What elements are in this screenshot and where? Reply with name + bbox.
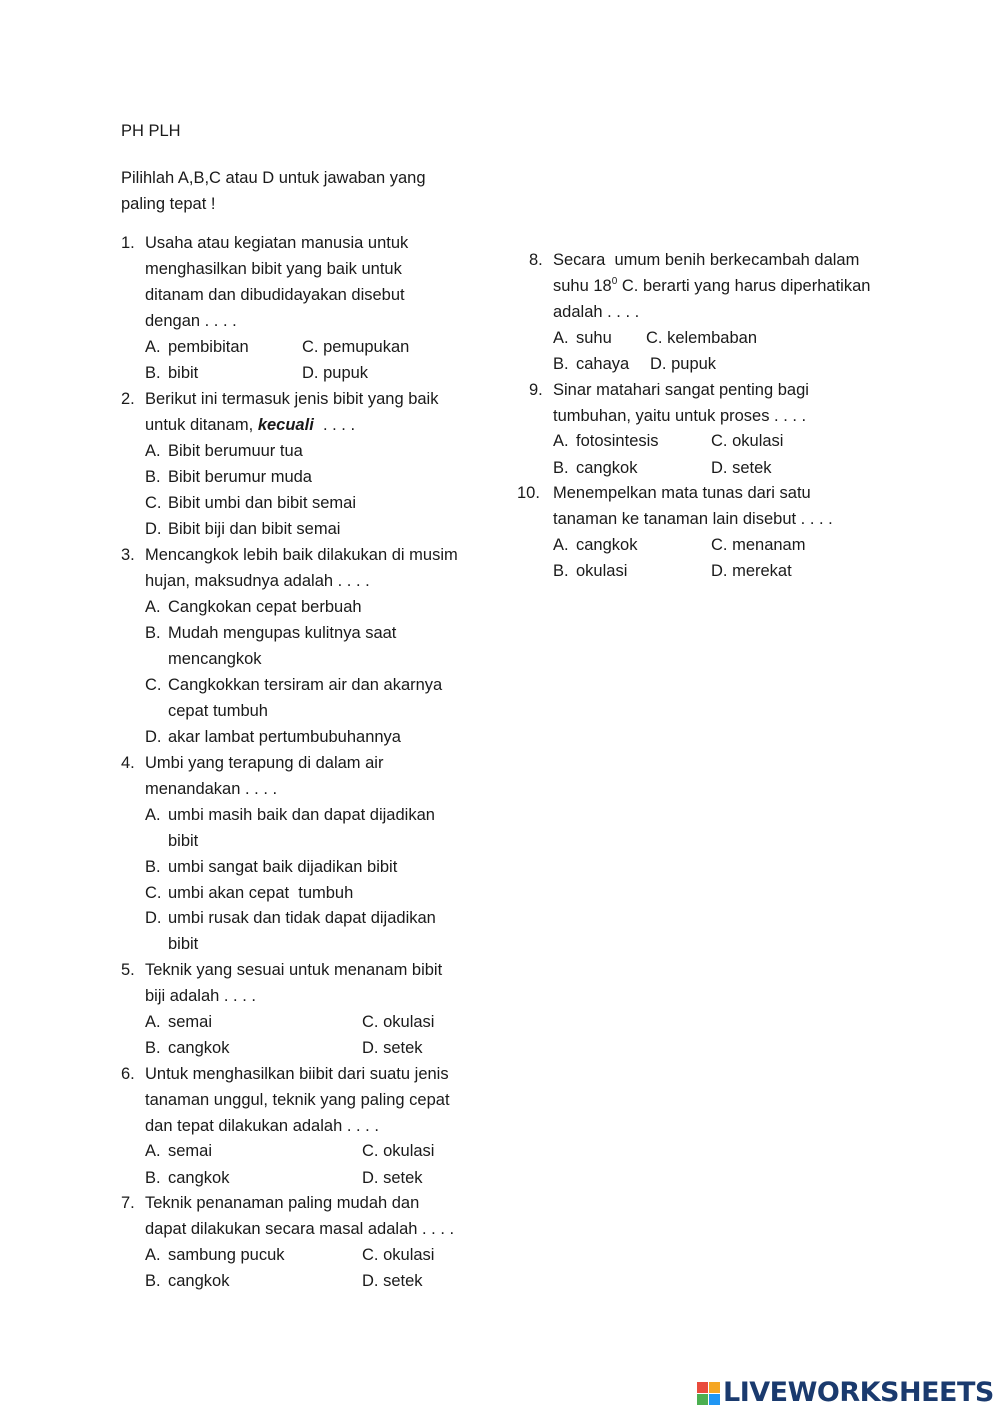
question-text [145, 415, 355, 435]
option-letter: A. [145, 1142, 161, 1160]
option-text: Bibit berumur muda [168, 468, 312, 486]
option-letter: B. [553, 459, 569, 477]
option-text: cangkok [576, 459, 638, 477]
option-letter: D. [362, 1272, 379, 1290]
option-d[interactable] [302, 363, 368, 383]
question-number: 10. [517, 484, 540, 502]
option-text: Mudah mengupas kulitnya saat [168, 624, 397, 642]
question-text: biji adalah . . . . [145, 987, 256, 1005]
logo-text: LIVEWORKSHEETS [723, 1377, 994, 1408]
option-letter: A. [145, 598, 161, 616]
logo-mark-icon [697, 1382, 720, 1405]
option-text: cangkok [576, 536, 638, 554]
question-text-part: suhu 18 [553, 277, 612, 295]
option-c[interactable] [711, 535, 805, 555]
option-letter: C. [145, 494, 162, 512]
question-text: ditanam dan dibudidayakan disebut [145, 286, 405, 304]
option-text: Cangkokkan tersiram air dan akarnya [168, 676, 443, 694]
option-a[interactable] [553, 328, 612, 348]
question-text: Umbi yang terapung di dalam air [145, 754, 384, 772]
option-continuation: bibit [168, 832, 199, 850]
question-text: Menempelkan mata tunas dari satu [553, 484, 811, 502]
option-text: pupuk [671, 355, 717, 373]
option-letter: B. [145, 468, 161, 486]
option-text: sambung pucuk [168, 1246, 285, 1264]
option-d[interactable] [145, 727, 401, 747]
option-letter: D. [362, 1039, 379, 1057]
option-c[interactable] [362, 1012, 434, 1032]
question-text-part: . . . . [313, 416, 356, 434]
emphasis-word: kecuali [257, 416, 314, 434]
option-letter: B. [145, 1039, 161, 1057]
option-letter: D. [711, 459, 728, 477]
option-letter: C. [711, 432, 728, 450]
option-a[interactable] [553, 431, 659, 451]
option-text: bibit [168, 364, 199, 382]
option-c[interactable] [302, 337, 409, 357]
option-text: pupuk [323, 364, 369, 382]
option-letter: C. [362, 1142, 379, 1160]
option-text: setek [383, 1169, 423, 1187]
option-text: fotosintesis [576, 432, 659, 450]
question-text-part: untuk ditanam, [145, 416, 258, 434]
option-text: akar lambat pertumbubuhannya [168, 728, 401, 746]
option-d[interactable] [362, 1168, 423, 1188]
question-text: dan tepat dilakukan adalah . . . . [145, 1117, 379, 1135]
option-text: Bibit biji dan bibit semai [168, 520, 341, 538]
liveworksheets-logo [697, 1378, 994, 1408]
option-text: umbi rusak dan tidak dapat dijadikan [168, 909, 436, 927]
option-b[interactable] [145, 857, 397, 877]
question-text: tumbuhan, yaitu untuk proses . . . . [553, 407, 807, 425]
option-a[interactable] [145, 597, 362, 617]
option-d[interactable] [650, 354, 716, 374]
question-text-part: C. berarti yang harus diperhatikan [617, 277, 871, 295]
option-a[interactable] [145, 1012, 212, 1032]
option-text: cangkok [168, 1039, 230, 1057]
logo-square [697, 1394, 708, 1405]
option-letter: B. [145, 1169, 161, 1187]
question-text: dapat dilakukan secara masal adalah . . . . [145, 1220, 455, 1238]
instruction-line: Pilihlah A,B,C atau D untuk jawaban yang [121, 169, 426, 187]
option-letter: A. [145, 442, 161, 460]
option-letter: C. [362, 1013, 379, 1031]
option-c[interactable] [711, 431, 783, 451]
option-b[interactable] [553, 458, 637, 478]
question-text: adalah . . . . [553, 303, 640, 321]
option-c[interactable] [362, 1141, 434, 1161]
option-d[interactable] [145, 519, 340, 539]
option-c[interactable] [145, 883, 353, 903]
option-letter: D. [362, 1169, 379, 1187]
question-text: Teknik penanaman paling mudah dan [145, 1194, 420, 1212]
option-d[interactable] [362, 1271, 423, 1291]
option-letter: A. [553, 432, 569, 450]
option-letter: C. [145, 676, 162, 694]
option-d[interactable] [711, 561, 792, 581]
instruction-line: paling tepat ! [121, 195, 216, 213]
option-text: okulasi [576, 562, 628, 580]
option-a[interactable] [145, 1245, 285, 1265]
question-number: 3. [121, 546, 135, 564]
option-letter: C. [646, 329, 663, 347]
option-b[interactable] [145, 467, 312, 487]
question-text: Usaha atau kegiatan manusia untuk [145, 234, 409, 252]
option-letter: B. [145, 1272, 161, 1290]
option-letter: B. [145, 364, 161, 382]
question-text: Berikut ini termasuk jenis bibit yang baik [145, 390, 439, 408]
option-d[interactable] [145, 908, 436, 928]
option-text: semai [168, 1142, 213, 1160]
option-b[interactable] [145, 1271, 229, 1291]
option-letter: C. [145, 884, 162, 902]
option-letter: B. [553, 562, 569, 580]
question-text: Sinar matahari sangat penting bagi [553, 381, 809, 399]
option-text: Bibit umbi dan bibit semai [168, 494, 357, 512]
logo-square [709, 1382, 720, 1393]
option-letter: C. [362, 1246, 379, 1264]
question-text: Teknik yang sesuai untuk menanam bibit [145, 961, 443, 979]
option-b[interactable] [145, 363, 198, 383]
instruction [121, 165, 426, 217]
option-a[interactable] [145, 337, 249, 357]
question-number: 8. [529, 251, 543, 269]
option-text: suhu [576, 329, 612, 347]
option-text: umbi akan cepat tumbuh [168, 884, 354, 902]
option-b[interactable] [145, 1038, 229, 1058]
option-text: okulasi [732, 432, 784, 450]
question-text: menandakan . . . . [145, 780, 278, 798]
option-text: pembibitan [168, 338, 249, 356]
option-continuation: bibit [168, 935, 199, 953]
option-text: umbi masih baik dan dapat dijadikan [168, 806, 435, 824]
option-letter: D. [711, 562, 728, 580]
option-text: umbi sangat baik dijadikan bibit [168, 858, 398, 876]
option-continuation: cepat tumbuh [168, 702, 268, 720]
option-c[interactable] [646, 328, 757, 348]
question-text: menghasilkan bibit yang baik untuk [145, 260, 402, 278]
option-a[interactable] [553, 535, 637, 555]
option-letter: D. [145, 909, 162, 927]
option-letter: A. [145, 1013, 161, 1031]
option-c[interactable] [145, 675, 442, 695]
question-number: 1. [121, 234, 135, 252]
question-text: Untuk menghasilkan biibit dari suatu jenis [145, 1065, 449, 1083]
option-b[interactable] [553, 354, 629, 374]
option-a[interactable] [145, 1141, 212, 1161]
option-letter: B. [553, 355, 569, 373]
option-text: merekat [732, 562, 792, 580]
option-continuation: mencangkok [168, 650, 262, 668]
option-text: cangkok [168, 1272, 230, 1290]
option-letter: D. [145, 728, 162, 746]
page-title: PH PLH [121, 122, 181, 140]
option-text: cangkok [168, 1169, 230, 1187]
question-text: Mencangkok lebih baik dilakukan di musim [145, 546, 458, 564]
option-c[interactable] [145, 493, 356, 513]
option-letter: A. [145, 1246, 161, 1264]
option-a[interactable] [145, 805, 435, 825]
option-text: setek [383, 1272, 423, 1290]
option-letter: B. [145, 624, 161, 642]
option-c[interactable] [362, 1245, 434, 1265]
option-b[interactable] [145, 1168, 229, 1188]
option-letter: A. [145, 806, 161, 824]
question-number: 4. [121, 754, 135, 772]
option-text: kelembaban [667, 329, 757, 347]
option-d[interactable] [711, 458, 772, 478]
question-text: dengan . . . . [145, 312, 237, 330]
option-text: Bibit berumuur tua [168, 442, 303, 460]
question-number: 5. [121, 961, 135, 979]
option-letter: D. [650, 355, 667, 373]
option-text: okulasi [383, 1013, 435, 1031]
option-b[interactable] [553, 561, 627, 581]
option-text: menanam [732, 536, 806, 554]
question-number: 7. [121, 1194, 135, 1212]
option-text: setek [732, 459, 772, 477]
option-text: pemupukan [323, 338, 410, 356]
question-number: 6. [121, 1065, 135, 1083]
logo-square [697, 1382, 708, 1393]
option-text: setek [383, 1039, 423, 1057]
option-letter: A. [553, 329, 569, 347]
question-number: 9. [529, 381, 543, 399]
option-letter: D. [302, 364, 319, 382]
option-letter: C. [302, 338, 319, 356]
question-text: tanaman ke tanaman lain disebut . . . . [553, 510, 833, 528]
option-text: semai [168, 1013, 213, 1031]
question-text [553, 276, 870, 296]
superscript: 0 [611, 275, 618, 287]
option-a[interactable] [145, 441, 303, 461]
question-text: Secara umum benih berkecambah dalam [553, 251, 860, 269]
option-letter: A. [145, 338, 161, 356]
option-text: Cangkokan cepat berbuah [168, 598, 362, 616]
option-b[interactable] [145, 623, 396, 643]
option-text: okulasi [383, 1246, 435, 1264]
question-text: tanaman unggul, teknik yang paling cepat [145, 1091, 450, 1109]
logo-square [709, 1394, 720, 1405]
question-number: 2. [121, 390, 135, 408]
option-letter: A. [553, 536, 569, 554]
option-d[interactable] [362, 1038, 423, 1058]
option-letter: C. [711, 536, 728, 554]
option-text: cahaya [576, 355, 630, 373]
option-text: okulasi [383, 1142, 435, 1160]
option-letter: D. [145, 520, 162, 538]
question-text: hujan, maksudnya adalah . . . . [145, 572, 370, 590]
option-letter: B. [145, 858, 161, 876]
